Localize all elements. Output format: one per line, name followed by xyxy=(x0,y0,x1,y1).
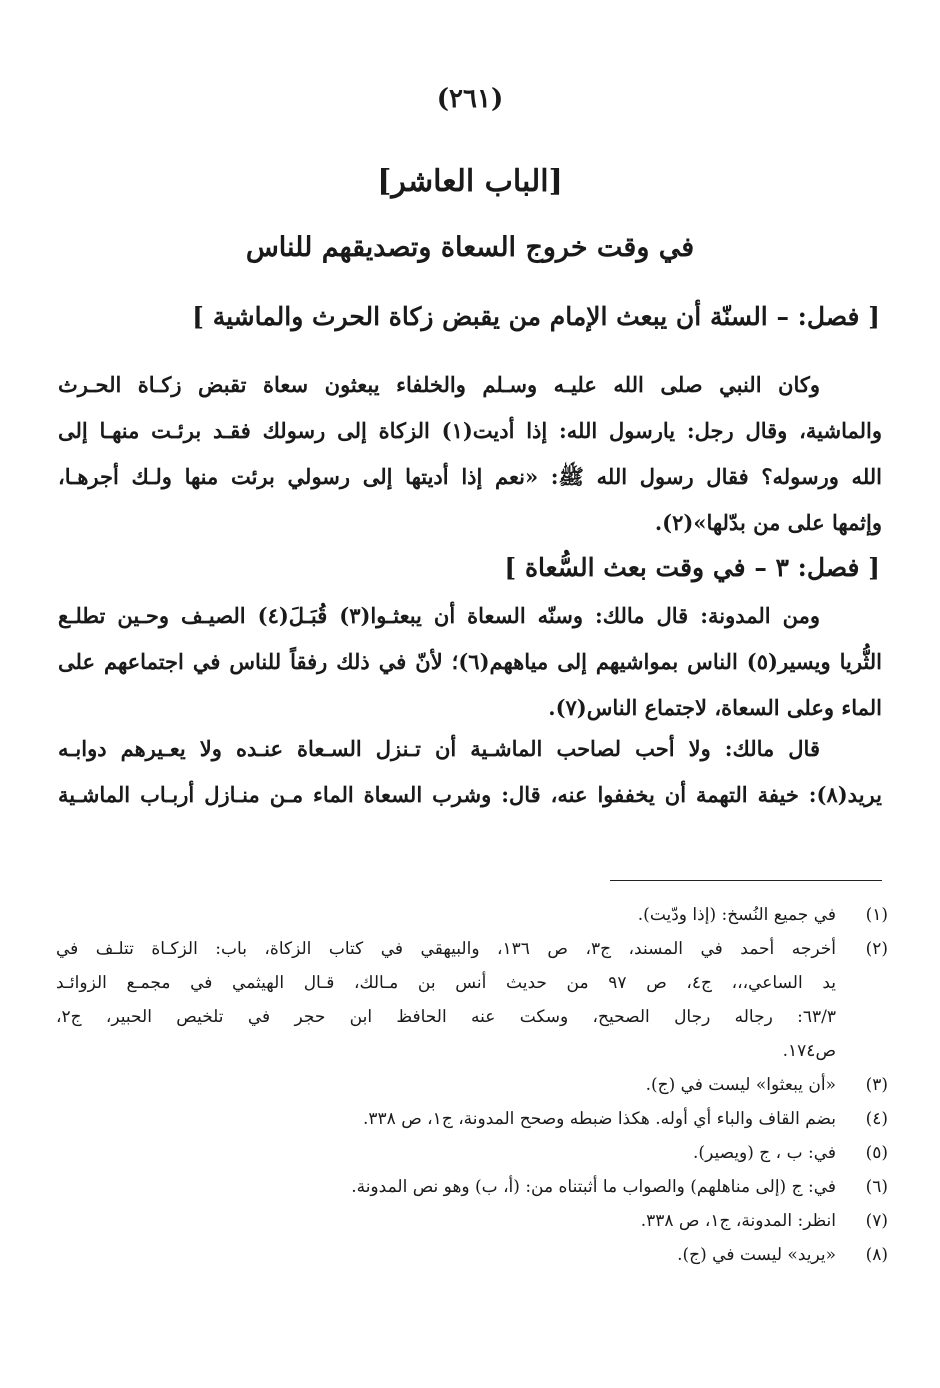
footnote-text: «أن يبعثوا» ليست في (ج). xyxy=(645,1075,836,1095)
footnote-number: (٥) xyxy=(865,1143,888,1163)
footnote xyxy=(56,932,888,1068)
paragraph-line: وكان النبي صلى الله عليـه وسـلم والخلفاء يبعثون سعاة تقبض زكـاة الحـرث xyxy=(58,372,820,397)
footnote-text: ص١٧٤. xyxy=(782,1041,836,1061)
footnote xyxy=(56,1238,888,1272)
section-heading: [ فصل: ٣ – في وقت بعث السُّعاة ] xyxy=(504,553,880,582)
paragraph-line: ومن المدونة: قال مالك: وسنّه السعاة أن يبعثـوا(٣) قُبَـلَ(٤) الصيـف وحـين تطلـع xyxy=(58,603,820,628)
footnote-number: (٢) xyxy=(865,939,888,959)
footnote-text: أخرجه أحمد في المسند، ج٣، ص ١٣٦، والبيهقي في كتاب الزكاة، باب: الزكـاة تتلـف في xyxy=(56,939,836,959)
footnote-number: (٣) xyxy=(865,1075,888,1095)
footnote-text: «يريد» ليست في (ج). xyxy=(677,1245,836,1265)
chapter-title: [الباب العاشر] xyxy=(377,164,563,199)
paragraph-line: الماء وعلى السعاة، لاجتماع الناس(٧). xyxy=(548,695,882,720)
page-number: (٢٦١) xyxy=(436,84,504,114)
paragraph-line: قال مالك: ولا أحب لصاحب الماشـية أن تـنزل السـعاة عنـده ولا يعـيرهم دوابـه xyxy=(58,736,820,761)
footnote-text: بضم القاف والباء أي أوله. هكذا ضبطه وصحح المدونة، ج١، ص ٣٣٨. xyxy=(363,1109,836,1129)
footnote-number: (٨) xyxy=(865,1245,888,1265)
paragraph xyxy=(58,726,882,818)
footnote-text: انظر: المدونة، ج١، ص ٣٣٨. xyxy=(640,1211,836,1231)
section-heading: [ فصل: – السنّة أن يبعث الإمام من يقبض زكاة الحرث والماشية ] xyxy=(192,302,880,331)
footnotes xyxy=(56,898,888,1272)
chapter-subtitle: في وقت خروج السعاة وتصديقهم للناس xyxy=(245,232,695,263)
footnote-divider xyxy=(610,880,882,881)
paragraph-line: وإثمها على من بدّلها»(٢). xyxy=(654,510,882,535)
footnote xyxy=(56,1068,888,1102)
footnote-text: في جميع النُسخ: (إذا ودّيت). xyxy=(637,905,836,925)
footnote-text: يد الساعي،،، ج٤، ص ٩٧ من حديث أنس بن مـالك، قـال الهيثمي في مجمـع الزوائـد xyxy=(56,973,836,993)
footnote-text: في: ج (إلى مناهلهم) والصواب ما أثبتناه من: (أ، ب) وهو نص المدونة. xyxy=(351,1177,836,1197)
footnote xyxy=(56,1102,888,1136)
paragraph xyxy=(58,362,882,546)
paragraph xyxy=(58,593,882,731)
footnote xyxy=(56,898,888,932)
footnote xyxy=(56,1204,888,1238)
footnote-number: (١) xyxy=(865,905,888,925)
footnote-text: في: ب ، ج (ويصير). xyxy=(693,1143,836,1163)
footnote-number: (٤) xyxy=(865,1109,888,1129)
paragraph-line: الثُّريا ويسير(٥) الناس بمواشيهم إلى مياههم(٦)؛ لأنّ في ذلك رفقاً للناس في اجتماعهم على xyxy=(58,649,882,674)
paragraph-line: الله ورسوله؟ فقال رسول الله ﷺ: «نعم إذا أديتها إلى رسولي برئت منها ولـك أجرهـا، xyxy=(58,464,882,489)
paragraph-line: يريد(٨): خيفة التهمة أن يخففوا عنه، قال: وشرب السعاة الماء مـن منـازل أربـاب الماشـية xyxy=(58,782,882,807)
footnote xyxy=(56,1136,888,1170)
footnote-number: (٦) xyxy=(865,1177,888,1197)
footnote-text: ٦٣/٣: رجاله رجال الصحيح، وسكت عنه الحافظ ابن حجر في تلخيص الحبير، ج٢، xyxy=(56,1007,836,1027)
footnote xyxy=(56,1170,888,1204)
footnote-number: (٧) xyxy=(865,1211,888,1231)
paragraph-line: والماشية، وقال رجل: يارسول الله: إذا أديت(١) الزكاة إلى رسولك فقـد برئـت منهـا إلى xyxy=(58,418,882,443)
